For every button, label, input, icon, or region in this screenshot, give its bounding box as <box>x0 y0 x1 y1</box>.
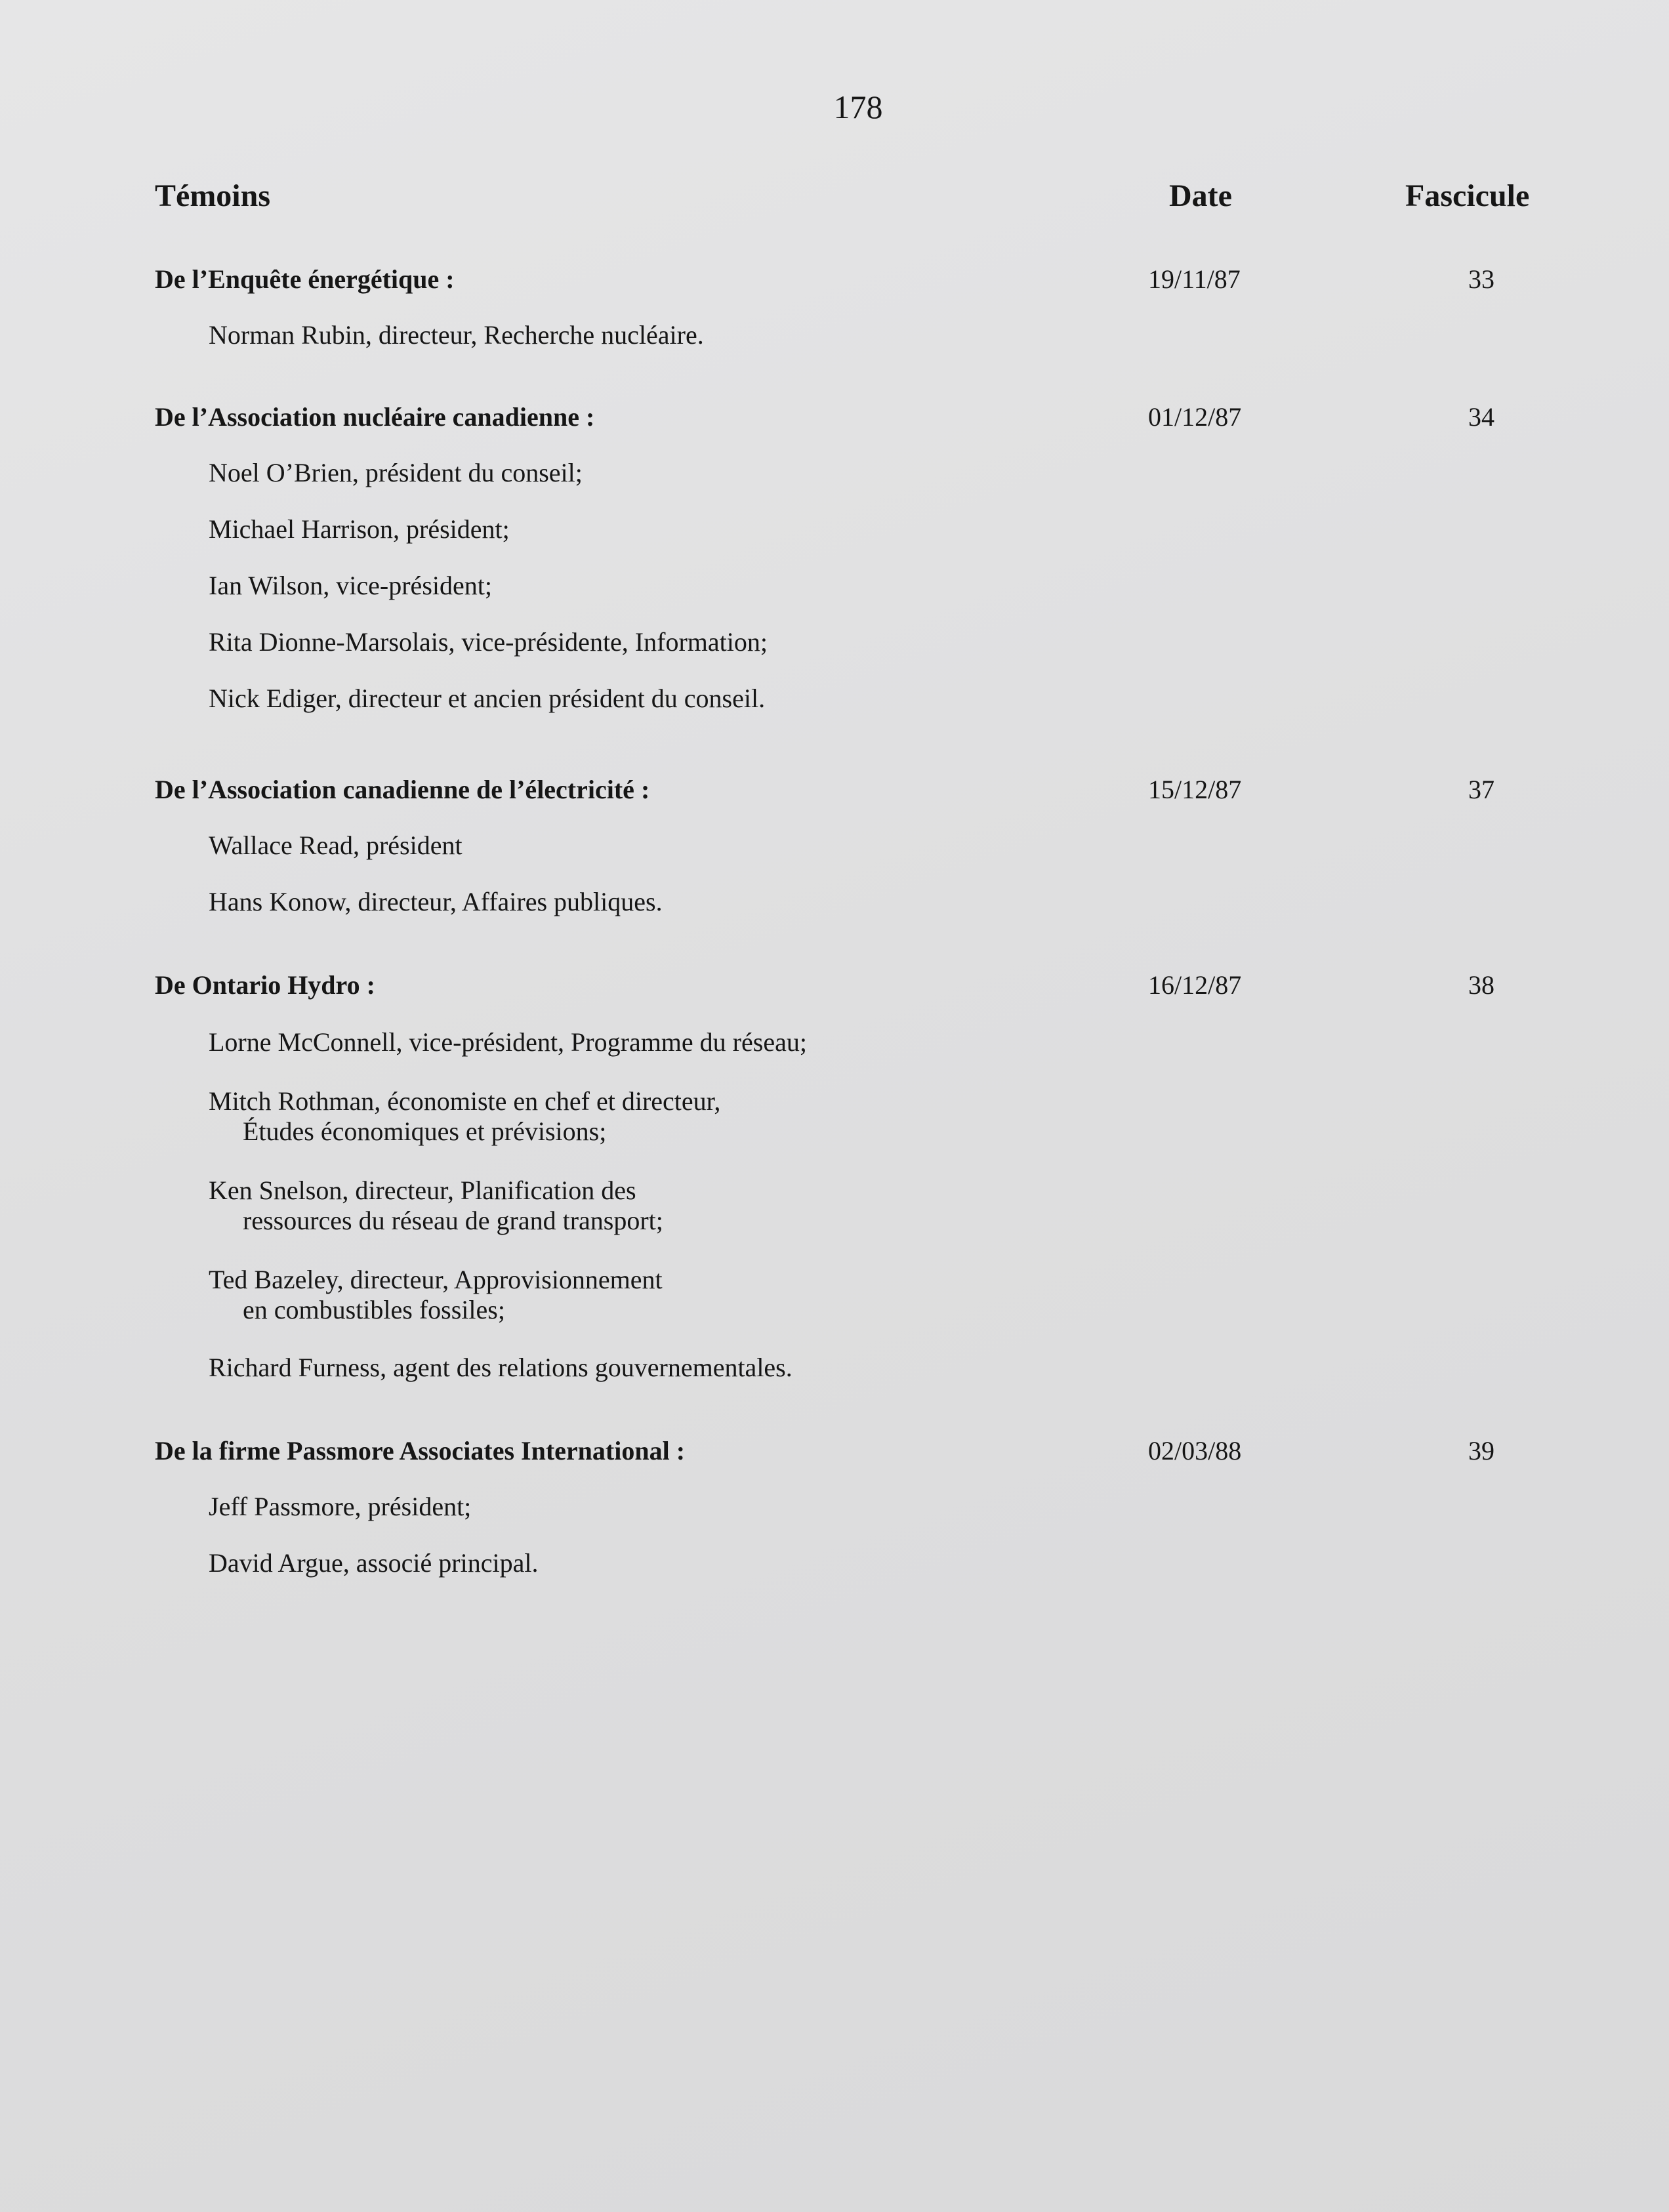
witness-line: Mitch Rothman, économiste en chef et directeur, <box>209 1086 721 1116</box>
column-header-date: Date <box>1169 178 1232 213</box>
issue-number: 39 <box>1468 1436 1494 1465</box>
hearing-date: 19/11/87 <box>1148 264 1241 294</box>
organization-name: De Ontario Hydro : <box>155 970 375 1000</box>
issue-number: 34 <box>1468 402 1494 432</box>
witness-line: Ken Snelson, directeur, Planification des <box>209 1176 636 1205</box>
witness-line: Wallace Read, président <box>209 830 463 860</box>
witness-line-continuation: en combustibles fossiles; <box>243 1295 505 1324</box>
organization-name: De l’Enquête énergétique : <box>155 264 455 294</box>
witness-entry <box>209 684 765 714</box>
issue-number: 37 <box>1468 775 1494 804</box>
witness-line: David Argue, associé principal. <box>209 1548 539 1578</box>
witness-line: Hans Konow, directeur, Affaires publiques. <box>209 887 663 916</box>
witness-entry <box>209 1086 720 1147</box>
witness-line: Noel O’Brien, président du conseil; <box>209 458 583 487</box>
witness-line: Ian Wilson, vice-président; <box>209 571 492 600</box>
page-number: 178 <box>833 89 883 125</box>
witness-entry <box>209 830 463 861</box>
hearing-date: 02/03/88 <box>1148 1436 1242 1465</box>
column-header-issue: Fascicule <box>1405 178 1530 213</box>
witness-entry <box>209 514 510 544</box>
witness-entry <box>209 1492 471 1522</box>
witness-entry <box>209 1353 793 1383</box>
witness-line: Lorne McConnell, vice-président, Programme du réseau; <box>209 1027 807 1057</box>
issue-number: 38 <box>1468 970 1494 1000</box>
witness-entry <box>209 1176 663 1236</box>
witness-line: Rita Dionne-Marsolais, vice-présidente, Information; <box>209 627 768 657</box>
hearing-date: 01/12/87 <box>1148 402 1242 432</box>
witness-line-continuation: ressources du réseau de grand transport; <box>243 1206 663 1235</box>
witness-entry <box>209 627 768 657</box>
witness-entry <box>209 1548 538 1578</box>
organization-name: De l’Association nucléaire canadienne : <box>155 402 595 432</box>
organization-name: De l’Association canadienne de l’électricité : <box>155 775 650 804</box>
witness-entry <box>209 320 704 350</box>
organization-name: De la firme Passmore Associates International : <box>155 1436 686 1465</box>
witness-line: Michael Harrison, président; <box>209 514 510 544</box>
witness-line-continuation: Études économiques et prévisions; <box>243 1116 607 1146</box>
witness-line: Norman Rubin, directeur, Recherche nucléaire. <box>209 320 704 350</box>
issue-number: 33 <box>1468 264 1494 294</box>
witness-entry <box>209 887 663 917</box>
column-header-witnesses: Témoins <box>155 178 271 213</box>
witness-entry <box>209 1265 663 1325</box>
witness-line: Jeff Passmore, président; <box>209 1492 472 1521</box>
witness-line: Richard Furness, agent des relations gouvernementales. <box>209 1353 793 1382</box>
witness-line: Nick Ediger, directeur et ancien président du conseil. <box>209 684 766 713</box>
hearing-date: 16/12/87 <box>1148 970 1242 1000</box>
witness-line: Ted Bazeley, directeur, Approvisionnement <box>209 1265 663 1294</box>
witness-entry <box>209 1027 807 1057</box>
witness-entry <box>209 458 583 488</box>
witness-entry <box>209 571 492 601</box>
hearing-date: 15/12/87 <box>1148 775 1242 804</box>
